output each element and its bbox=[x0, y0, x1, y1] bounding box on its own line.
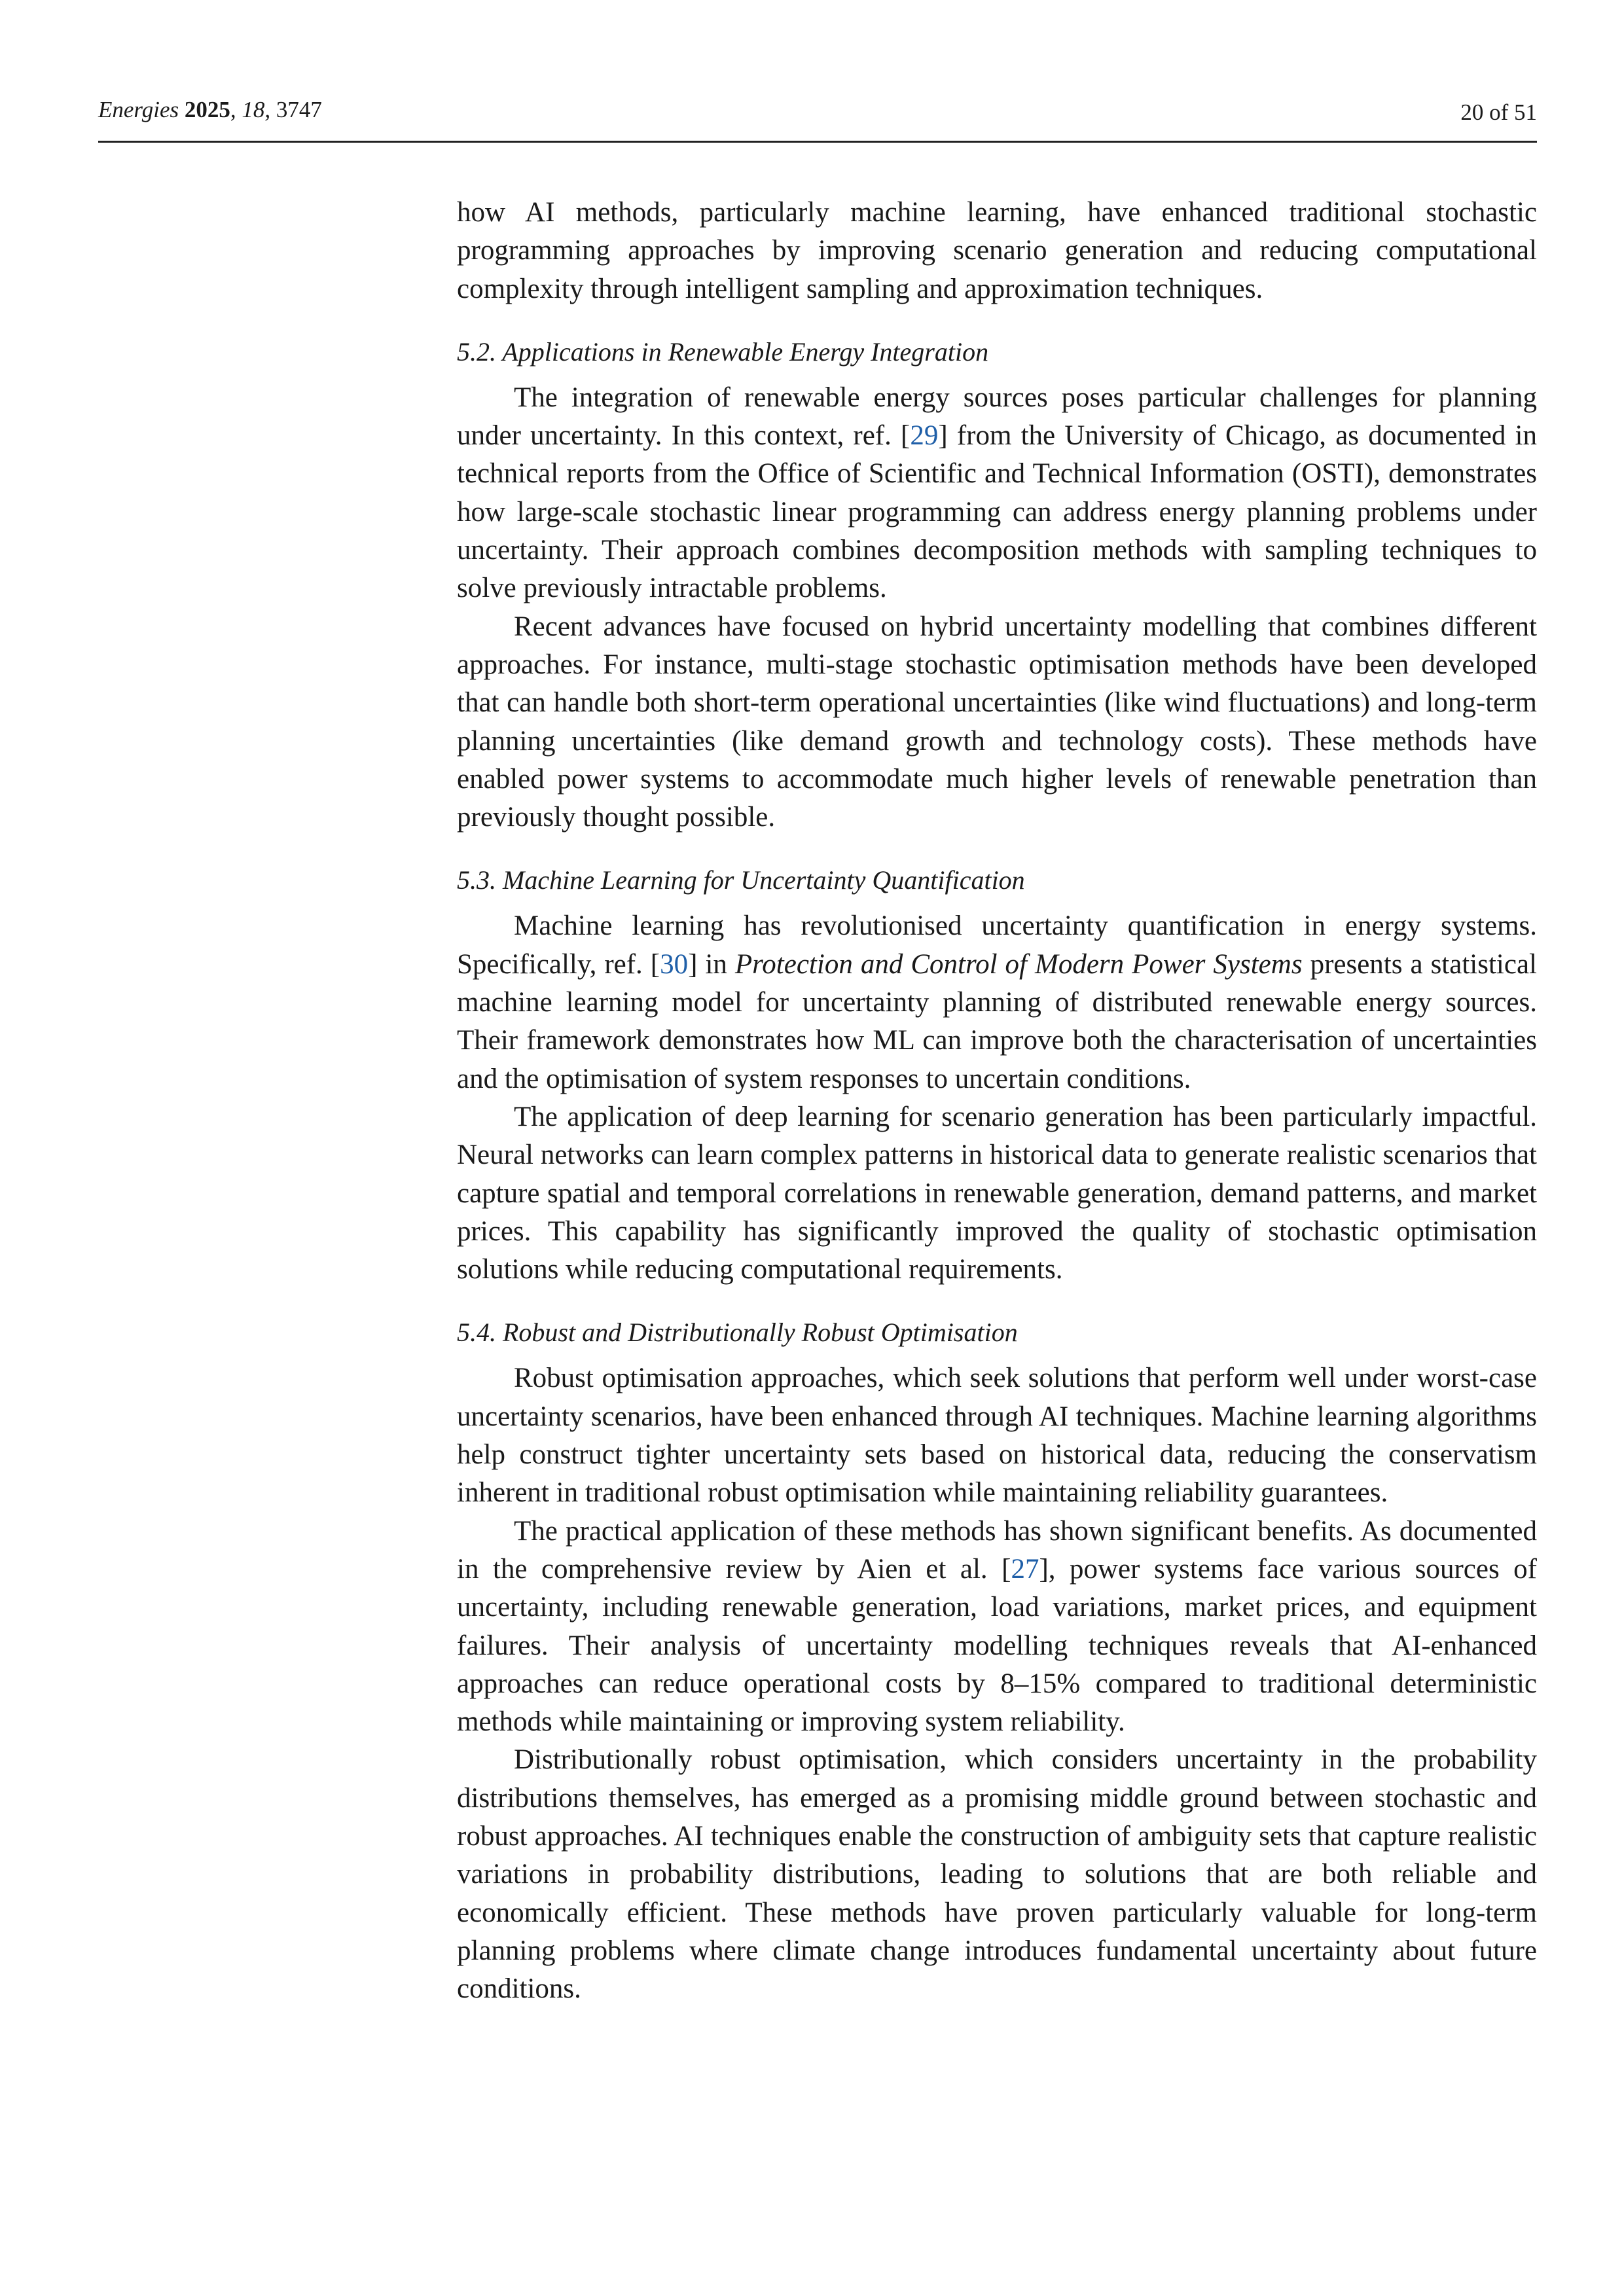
main-text bbox=[457, 194, 1537, 2008]
journal-citation: Energies 2025, 18, 3747 bbox=[98, 97, 322, 122]
paragraph bbox=[457, 1513, 1537, 1742]
journal-title: Protection and Control of Modern Power Systems bbox=[734, 948, 1303, 980]
paragraph bbox=[457, 379, 1537, 608]
paragraph: Distributionally robust optimisation, which considers uncertainty in the probability distributions themselves, has emerged as a promising middle ground between stochastic and robust approaches. AI techniques enable the construction of ambiguity sets that capture realistic variations in probability distributions, leading to solutions that are both reliable and economically efficient. These methods have proven particularly valuable for long-term planning problems where climate change introduces fundamental uncertainty about future conditions. bbox=[457, 1744, 1537, 2005]
section-heading-5-4: 5.4. Robust and Distributionally Robust Optimisation bbox=[457, 1318, 1018, 1348]
text-span: The practical application of these methods has shown significant benefits. As documented in the comprehensive review by Aien et al. [ bbox=[457, 1515, 1537, 1585]
page-number: 20 of 51 bbox=[1460, 99, 1537, 125]
journal-year: 2025 bbox=[184, 97, 230, 122]
section-heading-5-2: 5.2. Applications in Renewable Energy Integration bbox=[457, 336, 989, 367]
text-span: ] in bbox=[688, 948, 735, 980]
text-span: presents a statistical machine learning model for uncertainty planning of distributed renewable energy sources. Their framework demonstrates how ML can improve both the characterisation of uncertainties and the optimisation of system responses to uncertain conditions. bbox=[457, 948, 1537, 1094]
paragraph: The application of deep learning for scenario generation has been particularly impactful. Neural networks can learn complex patterns in historical data to generate realistic scenarios that capture spatial and temporal correlations in renewable generation, demand patterns, and market prices. This capability has significantly improved the quality of stochastic optimisation solutions while reducing computational requirements. bbox=[457, 1101, 1537, 1285]
text-span: The integration of renewable energy sources poses particular challenges for planning under uncertainty. In this context, ref. [ bbox=[457, 382, 1537, 452]
journal-name: Energies bbox=[98, 97, 179, 122]
section-heading-5-3: 5.3. Machine Learning for Uncertainty Quantification bbox=[457, 865, 1025, 895]
running-header bbox=[98, 90, 1537, 143]
text-span: ] from the University of Chicago, as documented in technical reports from the Office of Scientific and Technical Information (OSTI), demonstrates how large-scale stochastic linear programming can address energy planning problems under uncertainty. Their approach combines decomposition methods with sampling techniques to solve previously intractable problems. bbox=[457, 420, 1537, 604]
citation-link[interactable]: 29 bbox=[910, 420, 939, 452]
paragraph: Robust optimisation approaches, which seek solutions that perform well under worst-case uncertainty scenarios, have been enhanced through AI techniques. Machine learning algorithms help construct tighter uncertainty sets based on historical data, reducing the conservatism inherent in traditional robust optimisation while maintaining reliability guarantees. bbox=[457, 1363, 1537, 1509]
paragraph-continued: how AI methods, particularly machine learning, have enhanced traditional stochastic programming approaches by improving scenario generation and reducing computational complexity through intelligent sampling and approximation techniques. bbox=[457, 197, 1537, 304]
journal-volume: 18 bbox=[242, 97, 265, 122]
text-span: ], power systems face various sources of uncertainty, including renewable generation, load variations, market prices, and equipment failures. Their analysis of uncertainty modelling techniques reveals that AI-enhanced approaches can reduce operational costs by 8–15% compared to traditional deterministic methods while maintaining or improving system reliability. bbox=[457, 1553, 1537, 1738]
paragraph bbox=[457, 907, 1537, 1098]
article-number: 3747 bbox=[276, 97, 322, 122]
citation-link[interactable]: 30 bbox=[660, 948, 689, 980]
text-span: Machine learning has revolutionised uncertainty quantification in energy systems. Specifically, ref. [ bbox=[457, 910, 1537, 980]
citation-link[interactable]: 27 bbox=[1011, 1553, 1039, 1585]
paragraph: Recent advances have focused on hybrid uncertainty modelling that combines different approaches. For instance, multi-stage stochastic optimisation methods have been developed that can handle both short-term operational uncertainties (like wind fluctuations) and long-term planning uncertainties (like demand growth and technology costs). These methods have enabled power systems to accommodate much higher levels of renewable penetration than previously thought possible. bbox=[457, 611, 1537, 833]
